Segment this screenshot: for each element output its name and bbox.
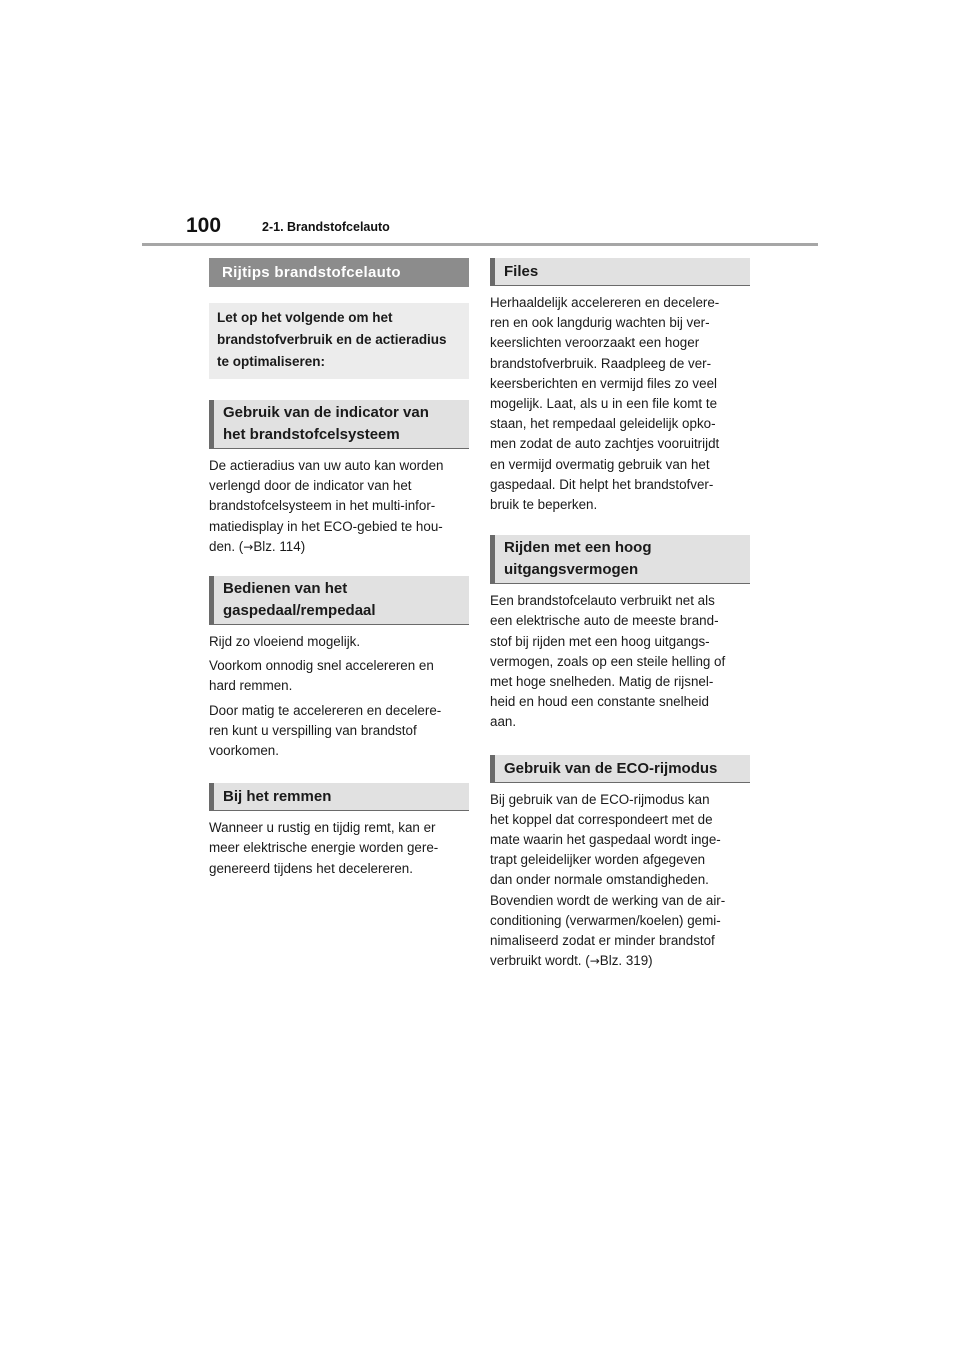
header-divider <box>142 243 818 246</box>
text-line: brandstofcelsysteem in het multi-infor- <box>209 498 436 514</box>
page-number: 100 <box>186 214 222 237</box>
heading-line: Gebruik van de indicator van <box>223 404 429 421</box>
text-line: Bij gebruik van de ECO-rijmodus kan <box>490 791 710 807</box>
text-line: hard remmen. <box>209 678 293 694</box>
heading-line: Bedienen van het <box>223 580 348 598</box>
text-line: Herhaaldelijk accelereren en decelere- <box>490 295 720 310</box>
indicator-paragraph <box>209 456 469 557</box>
text-line: verlengd door de indicator van het <box>209 478 412 494</box>
text-line: Door matig te accelereren en decelere- <box>209 702 442 718</box>
text-line: dan onder normale omstandigheden. <box>490 872 709 888</box>
heading-line: uitgangsvermogen <box>504 561 639 579</box>
text-line: mogelijk. Laat, als u in een file komt te <box>490 396 718 412</box>
text-line: Bovendien wordt de werking van de air- <box>490 892 726 908</box>
text-line: ren kunt u verspilling van brandstof <box>209 722 417 738</box>
text-line: trapt geleidelijker worden afgegeven <box>490 852 706 868</box>
heading-line: gaspedaal/rempedaal <box>223 602 376 620</box>
braking-paragraph <box>209 818 469 879</box>
text-line: meer elektrische energie worden gere- <box>209 840 439 856</box>
eco-mode-paragraph <box>490 790 750 972</box>
text-line: De actieradius van uw auto kan worden <box>209 458 444 473</box>
text-line: aan. <box>490 714 517 730</box>
text-line: Een brandstofcelauto verbruikt net als <box>490 593 715 609</box>
left-column <box>209 258 469 879</box>
heading-line: Rijden met een hoog <box>504 539 652 557</box>
heading-indicator <box>209 400 469 449</box>
heading-pedals <box>209 576 469 625</box>
text-line: mate waarin het gaspedaal wordt inge- <box>490 832 721 848</box>
text-line: staan, het rempedaal geleidelijk opko- <box>490 416 716 432</box>
text-fragment: den. ( <box>209 538 244 554</box>
text-line: stof bij rijden met een hoog uitgangs- <box>490 633 710 649</box>
text-line <box>490 951 750 971</box>
text-line: men zodat de auto zachtjes vooruitrijdt <box>490 436 720 452</box>
arrow-icon: → <box>243 539 254 554</box>
heading-high-output <box>490 535 750 584</box>
heading-files: Files <box>490 258 750 286</box>
high-output-paragraph <box>490 591 750 732</box>
text-fragment: verbruikt wordt. ( <box>490 953 590 969</box>
text-line: conditioning (verwarmen/koelen) gemi- <box>490 912 721 928</box>
text-line: Rijd zo vloeiend mogelijk. <box>209 634 361 650</box>
files-paragraph <box>490 293 750 515</box>
right-column <box>490 258 750 971</box>
arrow-icon: → <box>589 954 600 969</box>
text-line: een elektrische auto de meeste brand- <box>490 613 719 629</box>
text-line: bruik te beperken. <box>490 497 598 513</box>
text-line: genereerd tijdens het decelereren. <box>209 860 413 876</box>
heading-eco-mode: Gebruik van de ECO-rijmodus <box>490 755 750 783</box>
text-line: keerslichten veroorzaakt een hoger <box>490 335 700 351</box>
heading-line: het brandstofcelsysteem <box>223 426 400 443</box>
text-line: vermogen, zoals op een steile helling of <box>490 653 726 669</box>
page-reference: Blz. 114) <box>253 538 306 554</box>
text-line: en vermijd overmatig gebruik van het <box>490 456 710 472</box>
text-line: matiedisplay in het ECO-gebied te hou- <box>209 518 443 534</box>
text-line: keersberichten en vermijd files zo veel <box>490 375 718 391</box>
text-line: gaspedaal. Dit helpt het brandstofver- <box>490 476 714 492</box>
text-line: het koppel dat correspondeert met de <box>490 811 713 827</box>
pedals-paragraphs <box>209 632 469 761</box>
text-line: heid en houd een constante snelheid <box>490 694 709 710</box>
intro-box: Let op het volgende om het brandstofverbruik en de actieradius te optimaliseren: <box>209 303 469 379</box>
text-line: Voorkom onnodig snel accelereren en <box>209 658 434 674</box>
text-line: Wanneer u rustig en tijdig remt, kan er <box>209 820 436 836</box>
text-line <box>209 537 469 557</box>
page-reference: Blz. 319) <box>599 953 653 969</box>
heading-braking: Bij het remmen <box>209 783 469 811</box>
main-heading: Rijtips brandstofcelauto <box>209 258 469 287</box>
text-line: nimaliseerd zodat er minder brandstof <box>490 933 715 949</box>
text-line: voorkomen. <box>209 743 279 759</box>
text-line: met hoge snelheden. Matig de rijsnel- <box>490 674 714 690</box>
text-line: brandstofverbruik. Raadpleeg de ver- <box>490 355 712 371</box>
text-line: ren en ook langdurig wachten bij ver- <box>490 315 710 331</box>
section-title: 2-1. Brandstofcelauto <box>262 220 390 234</box>
